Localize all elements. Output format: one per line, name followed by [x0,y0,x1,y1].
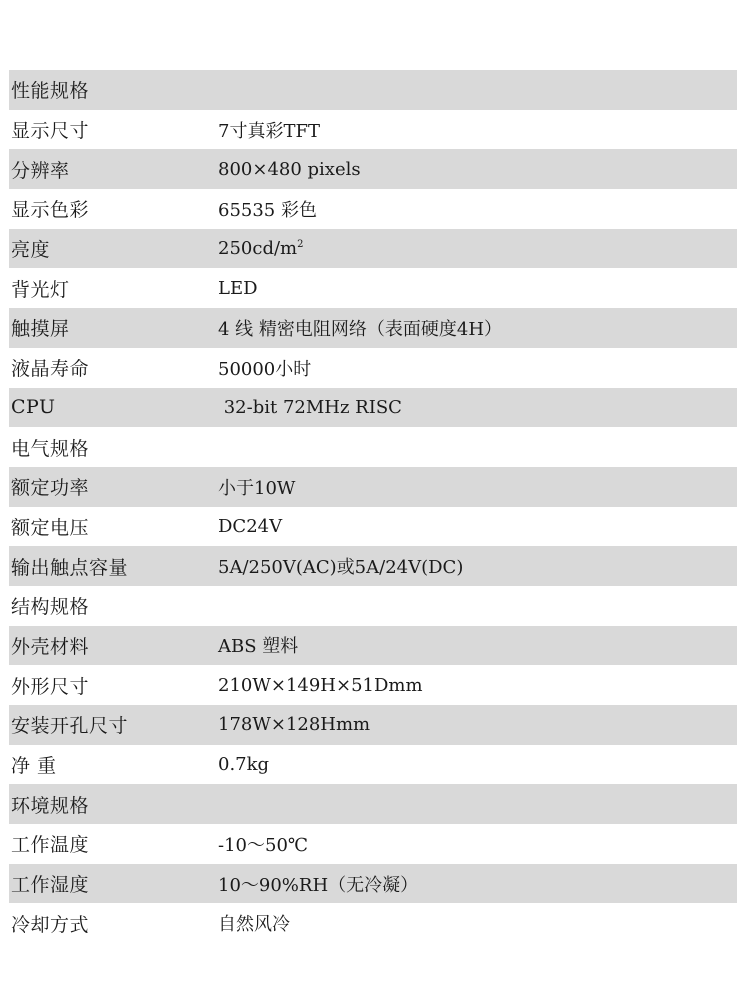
spec-row-operating-humidity [9,864,737,904]
row-value: DC24V [218,515,283,537]
row-label: 冷却方式 [11,913,90,936]
row-value: LED [218,277,258,299]
spec-row-operating-temperature [9,824,737,864]
row-value: 自然风冷 [218,914,290,936]
row-label: 液晶寿命 [11,358,90,381]
row-label: 性能规格 [11,80,90,103]
row-value: 65535 彩色 [218,199,317,221]
row-label: 亮度 [11,239,51,262]
section-header-structure [9,586,737,626]
section-header-environment [9,784,737,824]
row-label: 背光灯 [11,278,70,301]
row-label: 额定电压 [11,516,90,539]
row-label: 触摸屏 [11,318,70,341]
row-label: 显示色彩 [11,199,90,222]
row-label: 安装开孔尺寸 [11,715,129,738]
spec-row-display-color [9,189,737,229]
row-value [218,238,737,259]
row-value: 7寸真彩TFT [218,120,320,142]
spec-row-cpu [9,388,737,428]
spec-table [9,70,737,943]
row-value: 210W×149H×51Dmm [218,674,423,696]
row-label: 额定功率 [11,477,90,500]
row-value: 800×480 pixels [218,158,361,180]
spec-row-cooling-method [9,903,737,943]
row-value: 178W×128Hmm [218,714,371,736]
row-label: 净 重 [11,755,57,778]
row-value: 50000小时 [218,358,312,380]
spec-row-brightness [9,229,737,269]
row-value: 32-bit 72MHz RISC [218,396,402,418]
row-label: 电气规格 [11,437,90,460]
spec-row-touchscreen [9,308,737,348]
section-header-performance [9,70,737,110]
spec-row-rated-power [9,467,737,507]
section-header-electrical [9,427,737,467]
spec-row-lcd-lifetime [9,348,737,388]
row-value: 0.7kg [218,754,270,776]
spec-row-housing-material [9,626,737,666]
row-value: -10～50℃ [218,834,309,856]
row-label: 外形尺寸 [11,675,90,698]
row-label: 分辨率 [11,159,70,182]
row-label: 结构规格 [11,596,90,619]
row-label: 工作温度 [11,834,90,857]
row-value: 小于10W [218,477,296,499]
row-value: 10～90%RH（无冷凝） [218,874,419,896]
row-value: 5A/250V(AC)或5A/24V(DC) [218,557,464,579]
row-value: 4 线 精密电阻网络（表面硬度4H） [218,318,503,340]
row-label: CPU [11,396,56,419]
row-label: 工作湿度 [11,874,90,897]
brightness-superscript: 2 [297,239,304,251]
spec-row-rated-voltage [9,507,737,547]
row-label: 输出触点容量 [11,556,129,579]
row-value: ABS 塑料 [218,636,299,658]
spec-row-net-weight [9,745,737,785]
row-label: 显示尺寸 [11,120,90,143]
spec-row-display-size [9,110,737,150]
spec-row-backlight [9,268,737,308]
row-label: 外壳材料 [11,635,90,658]
spec-row-cutout-size [9,705,737,745]
spec-row-dimensions [9,665,737,705]
row-label: 环境规格 [11,794,90,817]
spec-row-resolution [9,149,737,189]
spec-row-output-contact [9,546,737,586]
brightness-value: 250cd/m [218,238,298,260]
